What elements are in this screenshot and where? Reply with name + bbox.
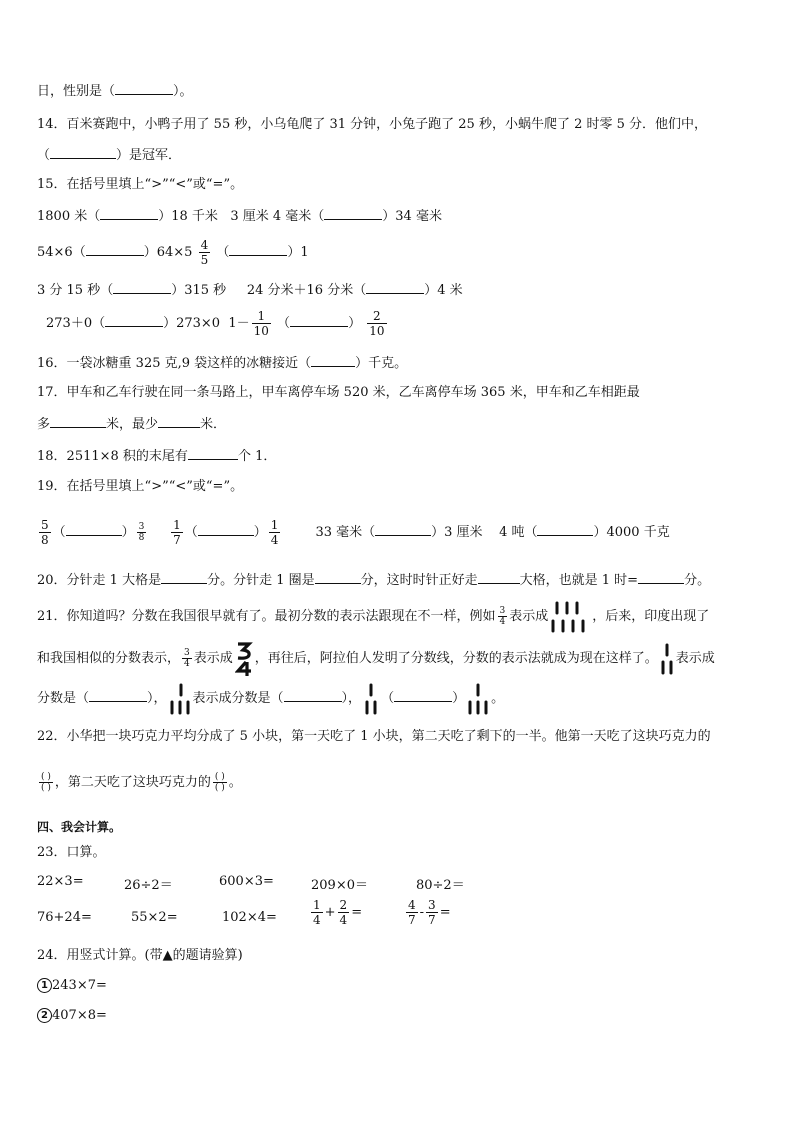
section-heading: 四、我会计算。 [37, 820, 122, 834]
fraction: $\frac{3}{8}$ [138, 522, 145, 543]
q22-line1: 22．小华把一块巧克力平均分成了 5 小块，第一天吃了 1 小块，第二天吃了剩下的一半。他第一天吃了这块巧克力的 [37, 729, 711, 744]
q15-row2: 54×6（ ）64×5 $\frac{4}{5}$ （ ）1 [37, 238, 309, 267]
q22-line2: $\frac{( )}{( )}$ ，第二天吃了这块巧克力的 $\frac{( )}{( )}$ 。 [41, 772, 242, 793]
answer-blank[interactable] [375, 523, 431, 536]
fraction: $\frac{2}{4}$ [339, 898, 348, 927]
answer-blank[interactable] [66, 523, 122, 536]
circled-number: 1 [37, 978, 52, 993]
rod-numeral-3-over-4-icon [550, 601, 590, 633]
q15-row4: 273＋0（ ）273×0 1－ $\frac{1}{10}$ （ ） $\frac{2}{10}$ [46, 309, 385, 338]
q20: 20．分针走 1 大格是 分。分针走 1 圈是 分，这时时针正好走 大格，也就是 1 时= 分。 [37, 573, 711, 588]
answer-blank[interactable] [100, 207, 158, 220]
fraction: $\frac{3}{4}$ [184, 648, 190, 669]
answer-blank[interactable] [366, 281, 424, 294]
answer-blank[interactable] [198, 523, 254, 536]
oral-calc-item: 209×0＝ [311, 878, 368, 893]
answer-blank[interactable] [158, 415, 200, 428]
answer-blank[interactable] [284, 689, 342, 702]
rod-numeral-1-over-3-icon [467, 682, 489, 716]
q24-title: 24．用竖式计算。(带▲的题请验算) [37, 948, 243, 963]
q24-item2: 2 407×8= [37, 1007, 107, 1025]
q23-title: 23．口算。 [37, 845, 106, 860]
oral-calc-item: 22×3= [37, 874, 84, 889]
q24-item1: 1 243×7= [37, 977, 107, 995]
oral-calc-item: 600×3= [219, 874, 274, 889]
fraction: $\frac{1}{7}$ [173, 518, 181, 547]
fraction-expression: $\frac{1}{4}$ + $\frac{2}{4}$ = [313, 898, 363, 927]
fraction: $\frac{1}{10}$ [253, 309, 269, 338]
q21-line1: 21．你知道吗？分数在我国很早就有了。最初分数的表示法跟现在不一样，例如 $\frac{3}{4}$ 表示成 ，后来，印度出现了 [37, 600, 709, 634]
q14-line1: 14．百米赛跑中，小鸭子用了 55 秒，小乌龟爬了 31 分钟，小兔子跑了 25 秒，小蜗牛爬了 2 时零 5 分．他们中， [37, 117, 708, 132]
oral-calc-item: 55×2= [131, 910, 178, 925]
rod-numeral-2-over-1-icon [660, 642, 674, 676]
answer-blank[interactable] [89, 689, 147, 702]
answer-blank[interactable] [324, 207, 382, 220]
answer-blank[interactable] [311, 354, 355, 367]
answer-blank[interactable] [188, 447, 238, 460]
oral-calc-item: 80÷2＝ [416, 878, 465, 893]
oral-calc-item: 26÷2＝ [124, 878, 173, 893]
answer-blank[interactable] [113, 281, 171, 294]
answer-blank[interactable] [315, 571, 361, 584]
rod-numeral-1-over-2-icon [363, 682, 379, 716]
q21-line2: 和我国相似的分数表示， $\frac{3}{4}$ 表示成 ，再往后，阿拉伯人发明了分数线，分数的表示法就成为现在这样了。 表示成 [37, 640, 715, 678]
fraction: $\frac{3}{4}$ [499, 606, 506, 627]
rod-numeral-1-over-3-icon [169, 682, 191, 716]
answer-blank[interactable] [290, 314, 348, 327]
q18: 18．2511×8 积的末尾有 个 1． [37, 449, 277, 464]
answer-blank[interactable] [394, 689, 452, 702]
answer-blank[interactable] [229, 243, 287, 256]
q14-line2: （ ）是冠军． [37, 148, 182, 163]
answer-blank[interactable] [50, 415, 106, 428]
answer-blank[interactable] [115, 82, 173, 95]
fraction: $\frac{4}{5}$ [200, 238, 209, 267]
answer-blank[interactable] [161, 571, 207, 584]
oral-calc-item: 102×4= [222, 910, 277, 925]
q19-title: 19．在括号里填上“>”“<”或“=”。 [37, 479, 244, 494]
answer-blank[interactable] [50, 146, 116, 159]
q15-row1: 1800 米（ ）18 千米 3 厘米 4 毫米（ ）34 毫米 [37, 209, 442, 224]
q21-line3: 分数是（ ）， 表示成分数是（ ）， （ ） 。 [37, 680, 504, 718]
q17-line1: 17．甲车和乙车行驶在同一条马路上，甲车离停车场 520 米，乙车离停车场 365 米，甲车和乙车相距最 [37, 385, 640, 400]
fraction: $\frac{2}{10}$ [369, 309, 385, 338]
q16: 16．一袋冰糖重 325 克,9 袋这样的冰糖接近（ ）千克。 [37, 356, 408, 371]
fraction-expression: $\frac{4}{7}$ - $\frac{3}{7}$ = [408, 898, 451, 927]
answer-blank[interactable] [105, 314, 163, 327]
q15-row3: 3 分 15 秒（ ）315 秒 24 分米＋16 分米（ ）4 米 [37, 283, 463, 298]
q13-tail: 日，性别是（ ）。 [37, 84, 193, 99]
answer-blank[interactable] [638, 571, 684, 584]
q17-line2: 多 米，最少 米． [37, 417, 227, 432]
fraction: $\frac{1}{4}$ [313, 898, 321, 927]
fraction: $\frac{4}{7}$ [408, 898, 416, 927]
fraction-blank[interactable]: $\frac{( )}{( )}$ [214, 772, 225, 793]
fraction: $\frac{3}{7}$ [428, 898, 436, 927]
q15-title: 15．在括号里填上“>”“<”或“=”。 [37, 177, 244, 192]
oral-calc-item: 76+24= [37, 910, 92, 925]
fraction-blank[interactable]: $\frac{( )}{( )}$ [41, 772, 51, 793]
fraction: $\frac{1}{4}$ [270, 518, 279, 547]
answer-blank[interactable] [86, 243, 144, 256]
q19-row: $\frac{5}{8}$ （ ） $\frac{3}{8}$ $\frac{1}{7}$ （ ） $\frac{1}{4}$ 33 毫米（ ）3 厘米 4 吨（ ）4000 千克 [41, 518, 670, 547]
circled-number: 2 [37, 1008, 52, 1023]
fraction: $\frac{5}{8}$ [41, 518, 49, 547]
answer-blank[interactable] [537, 523, 593, 536]
stacked-3-over-4-icon [235, 641, 253, 677]
answer-blank[interactable] [478, 571, 520, 584]
